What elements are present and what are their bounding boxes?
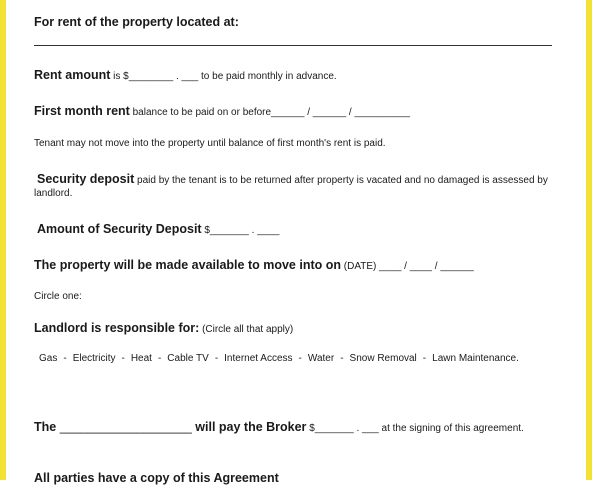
landlord-text: (Circle all that apply) [199, 324, 294, 335]
rent-amount-text: is $________ . ___ to be paid monthly in advance. [110, 71, 337, 82]
rent-amount-label: Rent amount [34, 68, 111, 82]
property-heading: For rent of the property located at: [34, 15, 239, 29]
utility-separator: - [121, 353, 125, 364]
broker-label-mid: will pay the Broker [195, 420, 307, 434]
move-in-note: Tenant may not move into the property until balance of first month's rent is paid. [34, 138, 386, 149]
broker-line [34, 418, 524, 436]
first-month-label: First month rent [34, 104, 130, 118]
footer-text: All parties have a copy of this Agreement [34, 471, 279, 485]
utility-cable-tv: Cable TV [167, 353, 209, 364]
utility-separator: - [340, 353, 344, 364]
utilities-list [39, 353, 519, 364]
utility-lawn-maintenance: Lawn Maintenance. [432, 353, 519, 364]
broker-blank: ___________________ [56, 420, 196, 434]
broker-label-start: The [34, 420, 57, 434]
first-month-line [34, 102, 410, 120]
utility-water: Water [307, 353, 335, 364]
available-date-text: (DATE) ____ / ____ / ______ [341, 261, 474, 272]
security-deposit-text: paid by the tenant is to be returned after property is vacated and no damaged is assessed by [134, 175, 548, 186]
landlord-label: Landlord is responsible for: [34, 321, 200, 335]
amount-deposit-text: $_______ . ____ [201, 225, 280, 236]
utility-separator: - [298, 353, 302, 364]
utility-separator: - [63, 353, 67, 364]
utility-separator: - [214, 353, 219, 364]
circle-one-label: Circle one: [34, 291, 82, 302]
security-deposit-line [37, 170, 548, 188]
security-deposit-label: Security deposit [37, 172, 135, 186]
utility-gas: Gas [39, 353, 58, 364]
available-label: The property will be made available to move into on [34, 258, 342, 272]
utility-electricity: Electricity [72, 353, 116, 364]
utility-separator: - [422, 353, 427, 364]
rent-amount-line [34, 66, 337, 84]
first-month-text: balance to be paid on or before______ / ______ / __________ [129, 107, 411, 118]
utility-separator: - [157, 353, 162, 364]
amount-deposit-line [37, 220, 279, 238]
address-line [34, 45, 552, 46]
landlord-line [34, 319, 293, 337]
broker-text: $_______ . ___ at the signing of this agreement. [306, 423, 524, 434]
utility-snow-removal: Snow Removal [349, 353, 417, 364]
amount-deposit-label: Amount of Security Deposit [37, 222, 202, 236]
utility-heat: Heat [130, 353, 152, 364]
available-line [34, 256, 474, 274]
security-deposit-text-cont: landlord. [34, 188, 73, 199]
utility-internet-access: Internet Access [224, 353, 293, 364]
